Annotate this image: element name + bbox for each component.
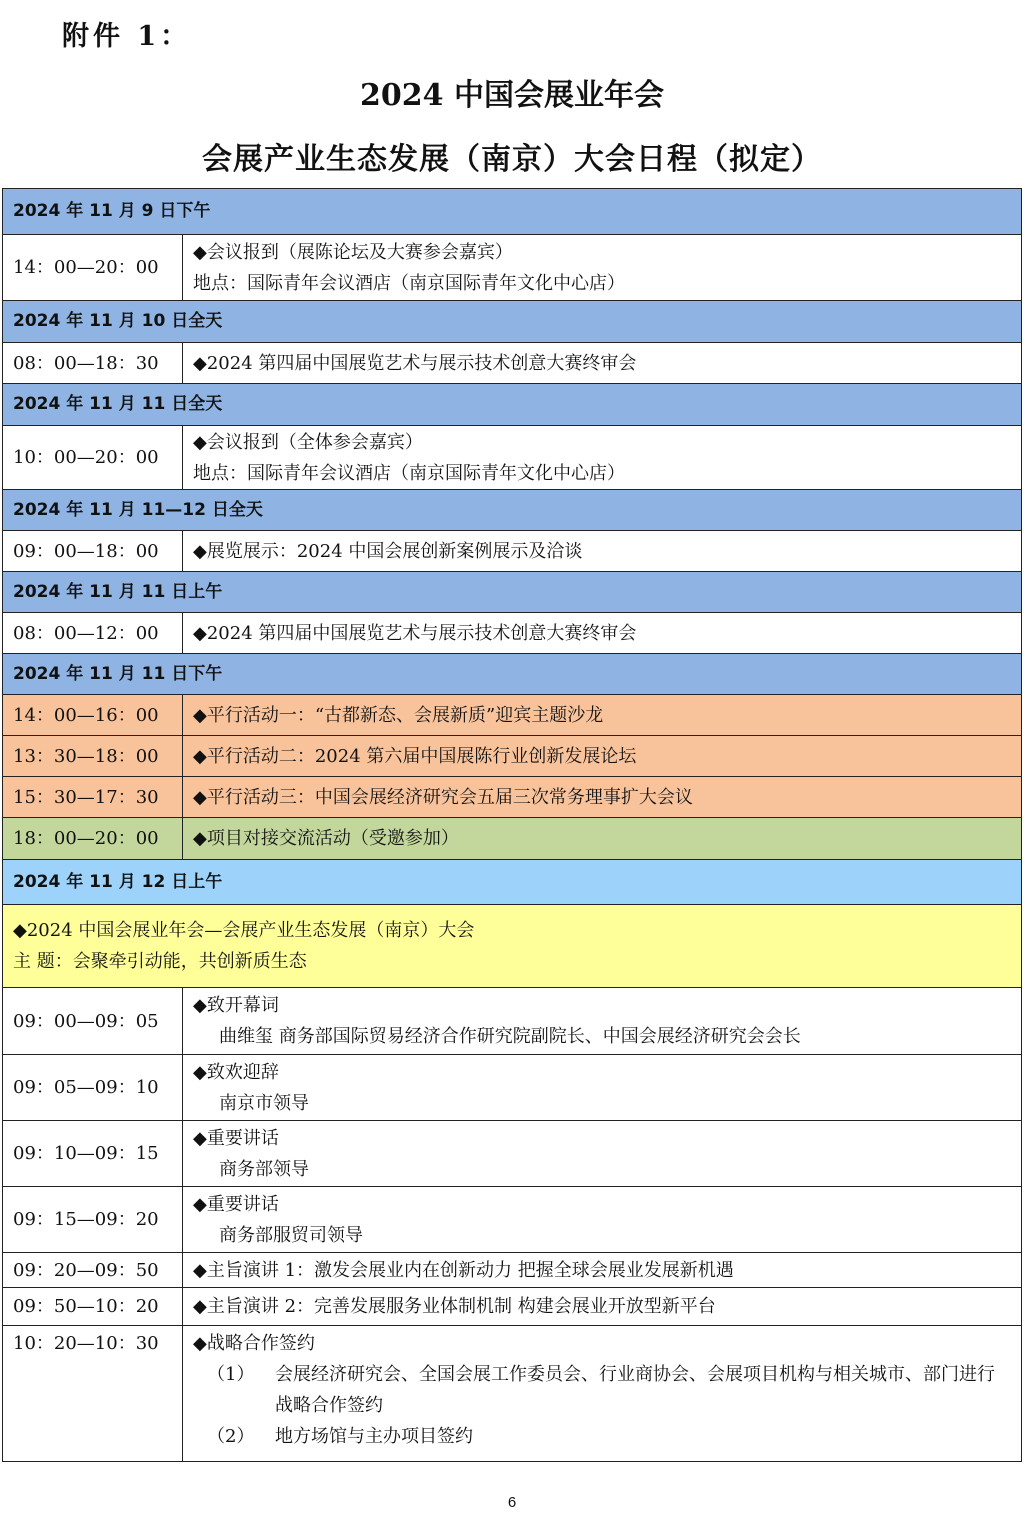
event-speaker: 曲维玺 商务部国际贸易经济合作研究院副院长、中国会展经济研究会会长 bbox=[219, 1026, 801, 1047]
table-row bbox=[3, 426, 1022, 490]
signing-item bbox=[193, 1359, 1011, 1421]
schedule-table bbox=[2, 188, 1022, 1462]
item-text: 地方场馆与主办项目签约 bbox=[275, 1426, 473, 1447]
time-cell: 14：00—20：00 bbox=[3, 235, 183, 301]
time-cell: 18：00—20：00 bbox=[3, 818, 183, 860]
table-row bbox=[3, 777, 1022, 818]
page-number: 6 bbox=[507, 1494, 517, 1511]
time-cell: 10：20—10：30 bbox=[3, 1326, 183, 1462]
time-cell: 10：00—20：00 bbox=[3, 426, 183, 490]
table-row bbox=[3, 1055, 1022, 1121]
date-header: 2024 年 11 月 9 日下午 bbox=[3, 189, 1022, 235]
date-header-row bbox=[3, 301, 1022, 343]
table-row bbox=[3, 1187, 1022, 1253]
event-title: ◆重要讲话 bbox=[193, 1127, 279, 1149]
conference-title: ◆2024 中国会展业年会—会展产业生态发展（南京）大会 bbox=[13, 920, 475, 941]
date-header-row bbox=[3, 490, 1022, 531]
event-location: 地点：国际青年会议酒店（南京国际青年文化中心店） bbox=[193, 272, 625, 294]
date-header-row bbox=[3, 654, 1022, 695]
table-row bbox=[3, 1121, 1022, 1187]
date-header: 2024 年 11 月 10 日全天 bbox=[3, 301, 1022, 343]
time-cell: 09：00—09：05 bbox=[3, 988, 183, 1055]
date-header-row bbox=[3, 384, 1022, 426]
table-row bbox=[3, 613, 1022, 654]
event-title: ◆会议报到（全体参会嘉宾） bbox=[193, 431, 423, 453]
event-cell: ◆平行活动三：中国会展经济研究会五届三次常务理事扩大会议 bbox=[183, 777, 1022, 818]
table-row bbox=[3, 988, 1022, 1055]
time-cell: 08：00—18：30 bbox=[3, 343, 183, 384]
document-subtitle: 会展产业生态发展（南京）大会日程（拟定） bbox=[202, 142, 822, 177]
time-cell: 13：30—18：00 bbox=[3, 736, 183, 777]
event-title: ◆会议报到（展陈论坛及大赛参会嘉宾） bbox=[193, 241, 513, 263]
event-cell: ◆主旨演讲 1：激发会展业内在创新动力 把握全球会展业发展新机遇 bbox=[183, 1253, 1022, 1288]
event-title: ◆战略合作签约 bbox=[193, 1333, 315, 1354]
signing-item bbox=[193, 1421, 1011, 1452]
time-cell: 09：00—18：00 bbox=[3, 531, 183, 572]
event-cell bbox=[183, 1121, 1022, 1187]
date-header: 2024 年 11 月 11 日全天 bbox=[3, 384, 1022, 426]
event-cell: ◆平行活动二：2024 第六届中国展陈行业创新发展论坛 bbox=[183, 736, 1022, 777]
event-title: ◆致欢迎辞 bbox=[193, 1061, 279, 1083]
table-row bbox=[3, 736, 1022, 777]
event-speaker: 南京市领导 bbox=[219, 1092, 309, 1114]
event-cell bbox=[183, 988, 1022, 1055]
time-cell: 14：00—16：00 bbox=[3, 695, 183, 736]
event-location: 地点：国际青年会议酒店（南京国际青年文化中心店） bbox=[193, 462, 625, 484]
table-row bbox=[3, 1253, 1022, 1288]
event-cell: ◆2024 第四届中国展览艺术与展示技术创意大赛终审会 bbox=[183, 343, 1022, 384]
date-header: 2024 年 11 月 11 日下午 bbox=[3, 654, 1022, 695]
time-cell: 08：00—12：00 bbox=[3, 613, 183, 654]
event-speaker: 商务部服贸司领导 bbox=[219, 1224, 363, 1246]
event-cell bbox=[183, 1187, 1022, 1253]
event-cell: ◆项目对接交流活动（受邀参加） bbox=[183, 818, 1022, 860]
item-number: （2） bbox=[207, 1426, 255, 1447]
table-row bbox=[3, 531, 1022, 572]
event-title: ◆致开幕词 bbox=[193, 995, 279, 1016]
event-cell bbox=[183, 235, 1022, 301]
item-text: 会展经济研究会、全国会展工作委员会、行业商协会、会展项目机构与相关城市、部门进行战略合作签约 bbox=[275, 1364, 995, 1416]
event-cell: ◆主旨演讲 2：完善发展服务业体制机制 构建会展业开放型新平台 bbox=[183, 1288, 1022, 1326]
event-cell bbox=[183, 1055, 1022, 1121]
event-cell: ◆平行活动一：“古都新态、会展新质”迎宾主题沙龙 bbox=[183, 695, 1022, 736]
date-header: 2024 年 11 月 12 日上午 bbox=[3, 860, 1022, 905]
date-header-row bbox=[3, 189, 1022, 235]
event-speaker: 商务部领导 bbox=[219, 1158, 309, 1180]
item-number: （1） bbox=[207, 1364, 255, 1385]
conference-banner bbox=[3, 905, 1022, 988]
event-cell bbox=[183, 1326, 1022, 1462]
table-row bbox=[3, 1326, 1022, 1462]
conference-banner-row bbox=[3, 905, 1022, 988]
event-cell: ◆2024 第四届中国展览艺术与展示技术创意大赛终审会 bbox=[183, 613, 1022, 654]
table-row bbox=[3, 818, 1022, 860]
table-row bbox=[3, 343, 1022, 384]
date-header: 2024 年 11 月 11 日上午 bbox=[3, 572, 1022, 613]
event-title: ◆重要讲话 bbox=[193, 1193, 279, 1215]
attachment-label: 附件 1： bbox=[62, 21, 192, 52]
time-cell: 09：15—09：20 bbox=[3, 1187, 183, 1253]
table-row bbox=[3, 1288, 1022, 1326]
time-cell: 09：05—09：10 bbox=[3, 1055, 183, 1121]
time-cell: 09：50—10：20 bbox=[3, 1288, 183, 1326]
event-cell bbox=[183, 426, 1022, 490]
time-cell: 15：30—17：30 bbox=[3, 777, 183, 818]
date-header-row bbox=[3, 572, 1022, 613]
time-cell: 09：20—09：50 bbox=[3, 1253, 183, 1288]
table-row bbox=[3, 235, 1022, 301]
document-title: 2024 中国会展业年会 bbox=[360, 78, 664, 113]
time-cell: 09：10—09：15 bbox=[3, 1121, 183, 1187]
table-row bbox=[3, 695, 1022, 736]
event-cell: ◆展览展示：2024 中国会展创新案例展示及洽谈 bbox=[183, 531, 1022, 572]
date-header: 2024 年 11 月 11—12 日全天 bbox=[3, 490, 1022, 531]
conference-theme: 主 题：会聚牵引动能，共创新质生态 bbox=[13, 951, 307, 972]
date-header-row bbox=[3, 860, 1022, 905]
